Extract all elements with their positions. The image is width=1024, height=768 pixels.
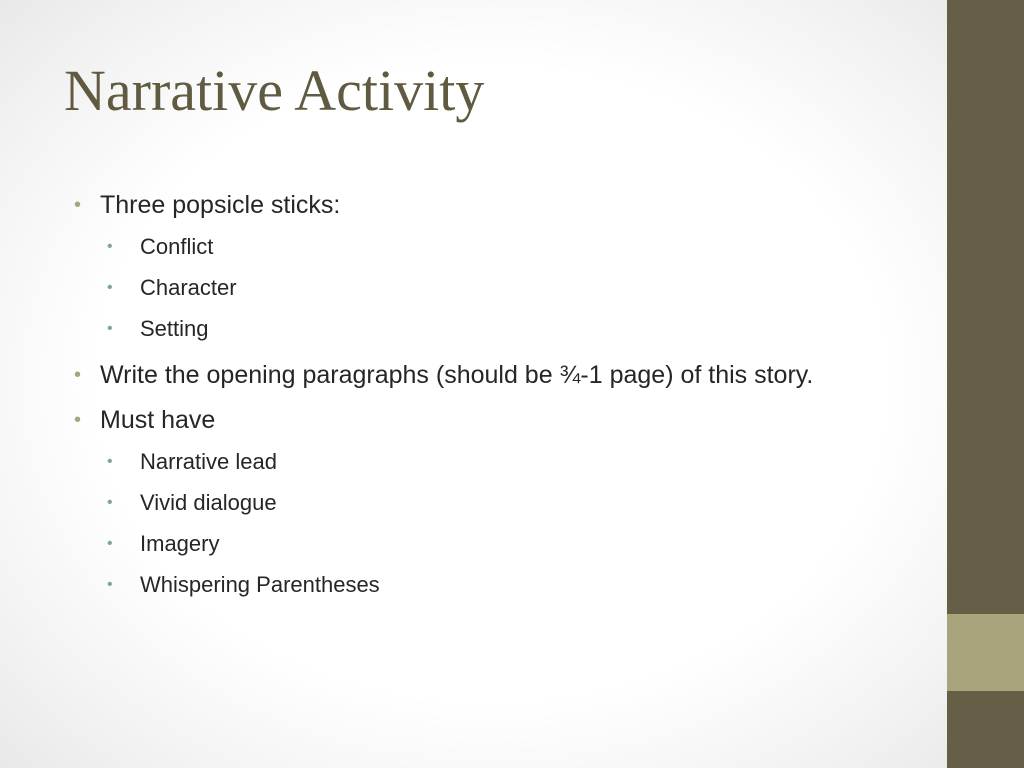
sub-bullet-dot-icon: • [107, 576, 113, 593]
bullet-item-3 [74, 401, 874, 605]
bullet-dot-icon: • [74, 364, 82, 386]
sub-bullet-item [107, 564, 874, 605]
bullet-text: Three popsicle sticks: [100, 191, 341, 219]
sub-bullet-list [100, 226, 874, 349]
bullet-item-2 [74, 356, 874, 394]
sub-bullet-list [100, 441, 874, 605]
sub-bullet-dot-icon: • [107, 279, 113, 296]
bullet-item-1 [74, 186, 874, 349]
sub-bullet-text: Character [140, 275, 237, 300]
sidebar-accent-block [947, 614, 1024, 691]
sub-bullet-dot-icon: • [107, 535, 113, 552]
bullet-text: Must have [100, 406, 216, 434]
sub-bullet-text: Vivid dialogue [140, 490, 277, 515]
sub-bullet-dot-icon: • [107, 320, 113, 337]
sub-bullet-item [107, 308, 874, 349]
bullet-dot-icon: • [74, 194, 82, 216]
sub-bullet-item [107, 482, 874, 523]
sub-bullet-text: Imagery [140, 531, 220, 556]
sub-bullet-item [107, 441, 874, 482]
sub-bullet-dot-icon: • [107, 453, 113, 470]
sub-bullet-text: Narrative lead [140, 449, 277, 474]
sub-bullet-text: Whispering Parentheses [140, 572, 380, 597]
slide-content [74, 186, 874, 612]
sub-bullet-item [107, 267, 874, 308]
sub-bullet-item [107, 226, 874, 267]
bullet-list [74, 186, 874, 605]
bullet-dot-icon: • [74, 409, 82, 431]
sub-bullet-text: Setting [140, 316, 209, 341]
sub-bullet-dot-icon: • [107, 238, 113, 255]
bullet-text: Write the opening paragraphs (should be ¾-1 page) of this story. [100, 361, 814, 389]
sub-bullet-item [107, 523, 874, 564]
sub-bullet-text: Conflict [140, 234, 214, 259]
slide-title: Narrative Activity [64, 58, 485, 123]
sub-bullet-dot-icon: • [107, 494, 113, 511]
